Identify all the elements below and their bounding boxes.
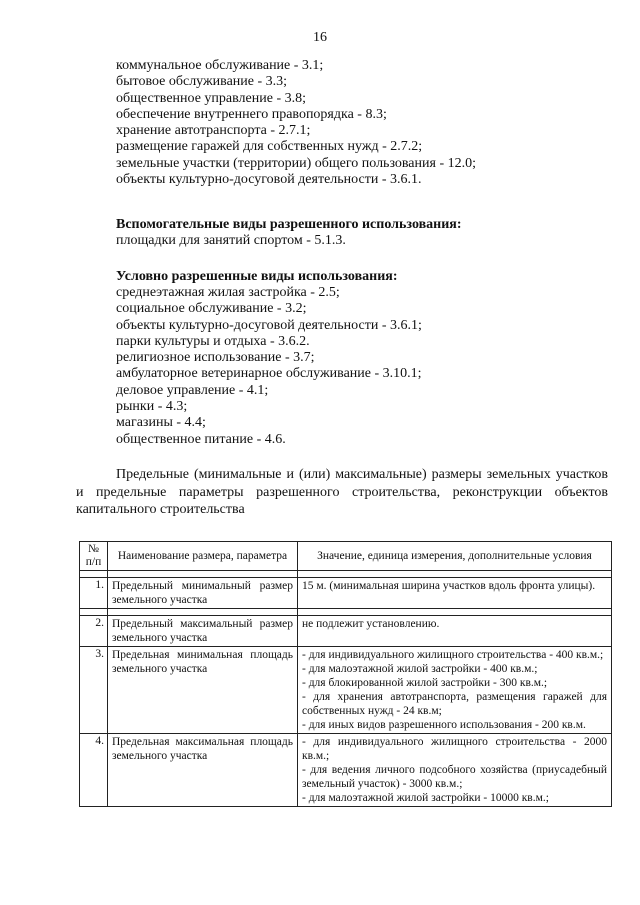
header-num: № п/п <box>80 542 108 571</box>
list-item: площадки для занятий спортом - 5.1.3. <box>116 233 346 248</box>
table-row <box>80 647 612 734</box>
value-line: - для хранения автотранспорта, размещения гаражей для собственных нужд - 24 кв.м; <box>302 691 607 717</box>
list-item: размещение гаражей для собственных нужд - 2.7.2; <box>116 139 423 155</box>
row-num: 4. <box>80 734 108 807</box>
list-item: общественное управление - 3.8; <box>116 90 306 106</box>
row-name: Предельный минимальный размер земельного участка <box>108 578 298 609</box>
value-line: - для блокированной жилой застройки - 300 кв.м.; <box>302 677 548 689</box>
table-row <box>80 734 612 807</box>
list-item: магазины - 4.4; <box>116 415 206 431</box>
table-row <box>80 616 612 647</box>
row-name: Предельная максимальная площадь земельного участка <box>108 734 298 807</box>
row-value <box>298 616 612 647</box>
parameters-table <box>79 541 612 807</box>
conditional-uses-heading: Условно разрешенные виды использования: <box>116 269 398 284</box>
row-value <box>298 734 612 807</box>
value-line: - для малоэтажной жилой застройки - 10000 кв.м.; <box>302 792 549 804</box>
intro-paragraph: Предельные (минимальные и (или) максимальные) размеры земельных участков и предельные параметры разрешенного строительства, реконструкции объектов капитального строительства <box>76 467 608 517</box>
list-item: обеспечение внутреннего правопорядка - 8.3; <box>116 106 387 122</box>
row-name: Предельный максимальный размер земельного участка <box>108 616 298 647</box>
row-value <box>298 578 612 609</box>
value-line: - для малоэтажной жилой застройки - 400 кв.м.; <box>302 663 538 675</box>
header-value: Значение, единица измерения, дополнительные условия <box>298 542 612 571</box>
list-item: парки культуры и отдыха - 3.6.2. <box>116 333 310 349</box>
list-item: объекты культурно-досуговой деятельности - 3.6.1. <box>116 172 422 188</box>
conditional-uses-section <box>116 268 616 448</box>
list-item: объекты культурно-досуговой деятельности - 3.6.1; <box>116 317 422 333</box>
value-line: - для индивидуального жилищного строительства - 2000 кв.м.; <box>302 736 607 762</box>
list-item: бытовое обслуживание - 3.3; <box>116 74 288 90</box>
value-line: - для индивидуального жилищного строительства - 400 кв.м.; <box>302 649 604 661</box>
list-item: коммунальное обслуживание - 3.1; <box>116 58 324 73</box>
row-name: Предельная минимальная площадь земельного участка <box>108 647 298 734</box>
list-item: земельные участки (территории) общего пользования - 12.0; <box>116 155 477 171</box>
auxiliary-uses-heading: Вспомогательные виды разрешенного использования: <box>116 217 462 232</box>
main-uses-list <box>116 58 616 188</box>
list-item: деловое управление - 4.1; <box>116 382 269 398</box>
header-name: Наименование размера, параметра <box>108 542 298 571</box>
list-item: рынки - 4.3; <box>116 399 188 415</box>
value-line: не подлежит установлению. <box>302 618 440 630</box>
list-item: хранение автотранспорта - 2.7.1; <box>116 123 311 139</box>
row-value <box>298 647 612 734</box>
page-number: 16 <box>313 30 327 45</box>
table-header-row <box>80 542 612 571</box>
list-item: социальное обслуживание - 3.2; <box>116 301 307 317</box>
table-row <box>80 578 612 609</box>
list-item: амбулаторное ветеринарное обслуживание - 3.10.1; <box>116 366 422 382</box>
auxiliary-uses-section <box>116 216 616 249</box>
list-item: среднеэтажная жилая застройка - 2.5; <box>116 285 340 300</box>
row-num: 2. <box>80 616 108 647</box>
list-item: общественное питание - 4.6. <box>116 431 286 447</box>
value-line: - для иных видов разрешенного использования - 200 кв.м. <box>302 719 586 731</box>
list-item: религиозное использование - 3.7; <box>116 350 315 366</box>
row-num: 3. <box>80 647 108 734</box>
row-num: 1. <box>80 578 108 609</box>
value-line: 15 м. (минимальная ширина участков вдоль фронта улицы). <box>302 580 596 592</box>
value-line: - для ведения личного подсобного хозяйства (приусадебный земельный участок) - 3000 кв.м.; <box>302 764 607 790</box>
